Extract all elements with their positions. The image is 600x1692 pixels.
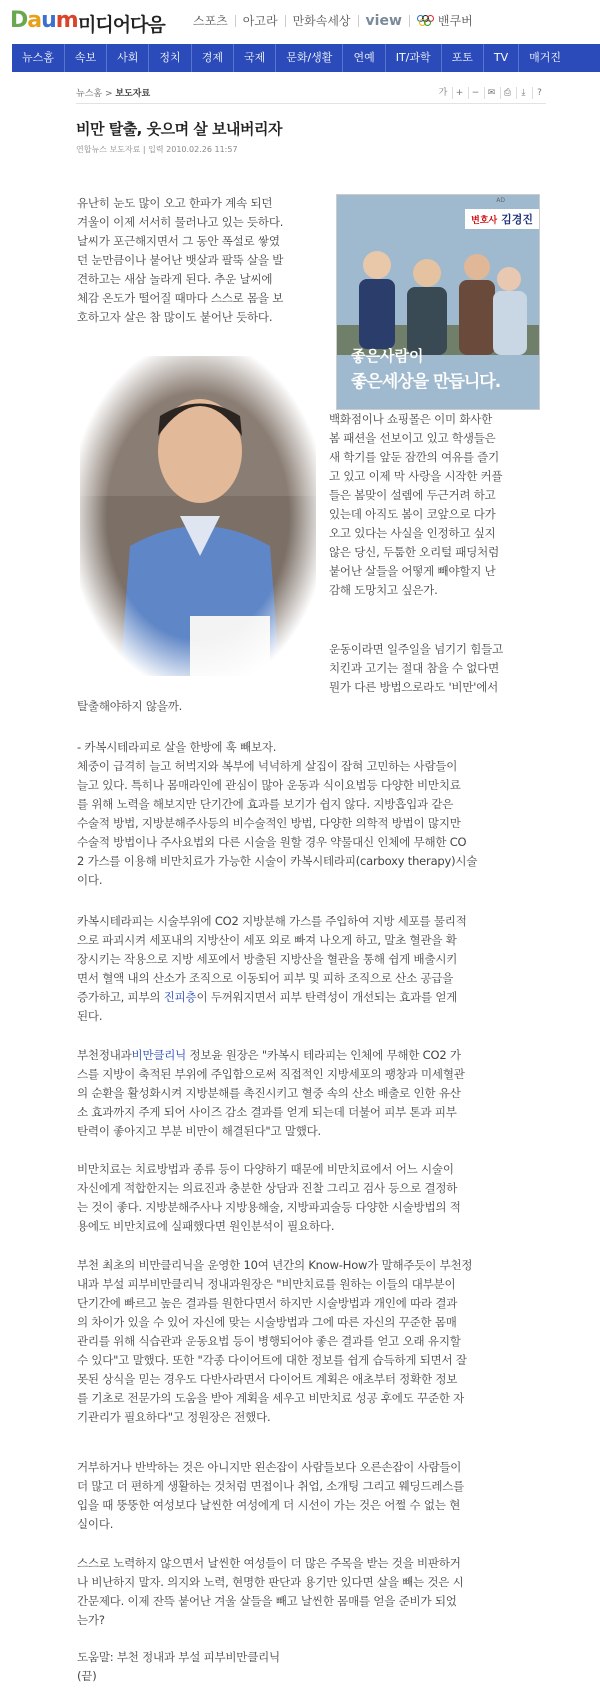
article-paragraph-9: 거부하거나 반박하는 것은 아니지만 왼손잡이 사람들보다 오른손잡이 사람들이 더 많고 더 편하게 생활하는 것처럼 면접이나 취업, 소개팅 그리고 웨딩드레스를 입을 때 뚱뚱한 여성보다 날씬한 여성에게 더 시선이 가는 것은 어쩔 수 없는 현 실이다. bbox=[77, 1460, 465, 1531]
zoom-out-icon[interactable]: − bbox=[468, 87, 482, 99]
main-nav bbox=[12, 44, 600, 72]
article-paragraph-7: 비만치료는 치료방법과 종류 등이 다양하기 때문에 비만치료에서 어느 시술이 자신에게 적합한지는 의료진과 충분한 상담과 진찰 그리고 검사 등으로 결정하 는 것이 좋다. 지방분해주사나 지방용해술, 지방파괴술등 다양한 시술방법의 적 용에도 비만치료에 실패했다면 원인분석이 필요하다. bbox=[77, 1162, 461, 1233]
nav-item-magazine[interactable]: 매거진 bbox=[529, 51, 562, 64]
doctor-portrait-photo bbox=[80, 356, 316, 676]
breadcrumb-home[interactable]: 뉴스홈 bbox=[76, 89, 103, 99]
nav-item-economy[interactable]: 경제 bbox=[192, 44, 234, 72]
top-link-agora[interactable]: 아고라 bbox=[235, 15, 285, 27]
ad-brand: 변호사 김경진 bbox=[465, 209, 539, 229]
top-link-vancouver[interactable] bbox=[409, 15, 480, 27]
nav-item-politics[interactable]: 정치 bbox=[149, 44, 191, 72]
top-link-sports[interactable]: 스포츠 bbox=[193, 14, 228, 28]
vancouver-label: 밴쿠버 bbox=[437, 14, 473, 28]
article-paragraph-6: 부천정내과비만클리닉 정보윤 원장은 "카복시 테라피는 인체에 무해한 CO2 가 스를 지방이 축적된 부위에 주입함으로써 직접적인 지방세포의 팽창과 미세혈관 의 순환을 활성화시켜 지방분해를 촉진시키고 혈중 속의 산소 배출로 인한 유산 소 효과까지 주게 되어 사이즈 감소 결과를 얻게 되는데 더불어 피부 톤과 피부 탄력이 좋아지고 부분 비만이 해결된다"고 말했다. bbox=[77, 1048, 465, 1138]
daum-logo[interactable]: Daum bbox=[10, 8, 78, 33]
nav-item-news-home[interactable]: 뉴스홈 bbox=[12, 44, 65, 72]
print-icon[interactable]: ⎙ bbox=[500, 87, 514, 99]
breadcrumb: 뉴스홈 > 보도자료 bbox=[76, 89, 151, 99]
article-end-mark: (끝) bbox=[77, 1669, 97, 1683]
top-link-view[interactable]: view bbox=[358, 15, 409, 27]
nav-item-it-science[interactable]: IT/과학 bbox=[386, 44, 442, 72]
article-help-credit: 도움말: 부천 정내과 부설 피부비만클리닉 (끝) bbox=[77, 1648, 547, 1686]
nav-item-tv[interactable]: TV bbox=[484, 44, 519, 72]
article-paragraph-2: 백화점이나 쇼핑몰은 이미 화사한 봄 패션을 선보이고 있고 학생들은 새 학기를 앞둔 잠깐의 여유를 즐기 고 있고 이제 막 사랑을 시작한 커플 들은 봄맞이 설렘에 두근거려 하고 있는데 아직도 봄이 코앞으로 다가 오고 있다는 사실을 인정하고 싶지 않은 당신, 두툼한 오리털 패딩처럼 붙어난 살들을 어떻게 빼야할지 난 감해 도망치고 싶은가. bbox=[329, 412, 503, 597]
lawyer-ad-banner[interactable] bbox=[336, 194, 540, 410]
article-paragraph-10: 스스로 노력하지 않으면서 날씬한 여성들이 더 많은 주목을 받는 것을 비판하거 나 비난하지 말자. 의지와 노력, 현명한 판단과 용기만 있다면 살을 빼는 것은 시 간문제다. 이제 잔뜩 붙어난 겨울 살들을 빼고 날씬한 몸매를 얻을 준비가 되었 는가? bbox=[77, 1556, 464, 1627]
article-paragraph-4: - 카복시테라피로 살을 한방에 훅 빼보자. 체중이 급격히 늘고 허벅지와 복부에 넉넉하게 살집이 잡혀 고민하는 사람들이 늘고 있다. 특히나 몸매라인에 관심이 많아 운동과 식이요법등 다양한 비만치료 를 위해 노력을 해보지만 단기간에 효과를 보기가 쉽지 않다. 지방흡입과 같은 수술적 방법, 지방분해주사등의 비수술적인 방법, 다양한 의학적 방법이 많지만 수술적 방법이나 주사요법외 다른 시술을 원할 경우 약물대신 인체에 무해한 CO 2 가스를 이용해 비만치료가 가능한 시술이 카복시테라피(carboxy therapy)시술 이다. bbox=[77, 740, 478, 887]
article-paragraph-1: 유난히 눈도 많이 오고 한파가 계속 되던 겨울이 이제 서서히 물러나고 있는 듯하다. 날씨가 포근해지면서 그 동안 폭설로 쌓였 던 눈만큼이나 붙어난 뱃살과 팔뚝 살을 발 견하고는 새삼 놀라게 된다. 추운 날씨에 체감 온도가 떨어질 때마다 스스로 몸을 보 호하고자 살은 참 많이도 붙어난 듯하다. bbox=[77, 196, 284, 324]
link-jinpicheung[interactable]: 진피층 bbox=[163, 990, 197, 1004]
top-link-cartoon[interactable]: 만화속세상 bbox=[285, 15, 358, 27]
olympic-rings-icon bbox=[417, 15, 435, 27]
help-icon[interactable]: ? bbox=[532, 87, 546, 99]
article-meta: 연합뉴스 보도자료 | 입력 2010.02.26 11:57 bbox=[76, 145, 238, 154]
zoom-in-icon[interactable]: + bbox=[452, 87, 466, 99]
nav-item-entertainment[interactable]: 연예 bbox=[343, 44, 385, 72]
top-links bbox=[186, 15, 480, 27]
nav-item-culture[interactable]: 문화/생활 bbox=[276, 44, 343, 72]
font-size-icon[interactable]: 가 bbox=[438, 87, 448, 98]
breadcrumb-bar bbox=[76, 82, 546, 104]
top-header bbox=[0, 0, 600, 44]
site-title[interactable]: 미디어다음 bbox=[78, 14, 165, 36]
link-obesity-clinic[interactable]: 비만클리닉 bbox=[131, 1048, 187, 1062]
article-headline: 비만 탈출, 웃으며 살 보내버리자 bbox=[76, 120, 282, 138]
article-paragraph-5: 카복시테라피는 시술부위에 CO2 지방분해 가스를 주입하여 지방 세포를 물리적 으로 파괴시켜 세포내의 지방산이 세포 외로 빠져 나오게 하고, 말초 혈관을 확 장시키는 작용으로 지방 세포에서 방출된 지방산을 혈관을 통해 쉽게 배출시키 면서 혈액 내의 산소가 조직으로 이동되어 피부 및 피하 조직으로 산소 공급을 증가하고, 피부의 진피층이 두꺼워지면서 피부 탄력성이 개선되는 효과를 얻게 된다. bbox=[77, 914, 467, 1023]
ad-label: AD bbox=[496, 197, 505, 204]
article-paragraph-3-tail: 탈출해야하지 않을까. bbox=[77, 699, 183, 713]
nav-item-photo[interactable]: 포토 bbox=[442, 44, 484, 72]
article-tools bbox=[436, 87, 546, 99]
nav-item-world[interactable]: 국제 bbox=[234, 44, 276, 72]
breadcrumb-current[interactable]: 보도자료 bbox=[115, 89, 151, 99]
email-icon[interactable]: ✉ bbox=[484, 87, 498, 99]
ad-people-illustration bbox=[337, 235, 540, 355]
nav-item-society[interactable]: 사회 bbox=[107, 44, 149, 72]
nav-item-breaking[interactable]: 속보 bbox=[65, 44, 107, 72]
article-paragraph-8: 부천 최초의 비만클리닉을 운영한 10여 년간의 Know-How가 말해주듯이 부천정 내과 부설 피부비만클리닉 정내과원장은 "비만치료를 원하는 이들의 대부분이 단기간에 빠르고 높은 결과를 원한다면서 하지만 시술방법과 개인에 따라 결과 의 차이가 있을 수 있어 자신에 맞는 시술방법과 그에 따른 자신의 꾸준한 몸매 관리를 위해 식습관과 운동요법 등이 병행되어야 좋은 결과를 얻고 오래 유지할 수 있다"고 말했다. 또한 "각종 다이어트에 대한 정보를 쉽게 습득하게 되면서 잘 못된 상식을 믿는 경우도 다반사라면서 다이어트 계획은 애초부터 정확한 정보 를 기초로 전문가의 도움을 받아 계획을 세우고 비만치료 성공 후에도 꾸준한 자 기관리가 필요하다"고 정원장은 전했다. bbox=[77, 1258, 473, 1424]
ad-slogan-1: 좋은사람이 bbox=[351, 347, 424, 365]
ad-slogan-2: 좋은세상을 만듭니다. bbox=[351, 372, 501, 392]
save-icon[interactable]: ⤓ bbox=[516, 87, 530, 99]
article-paragraph-3: 운동이라면 일주일을 넘기기 힘들고 치킨과 고기는 절대 참을 수 없다면 뭔가 다른 방법으로라도 '비만'에서 bbox=[329, 642, 503, 694]
